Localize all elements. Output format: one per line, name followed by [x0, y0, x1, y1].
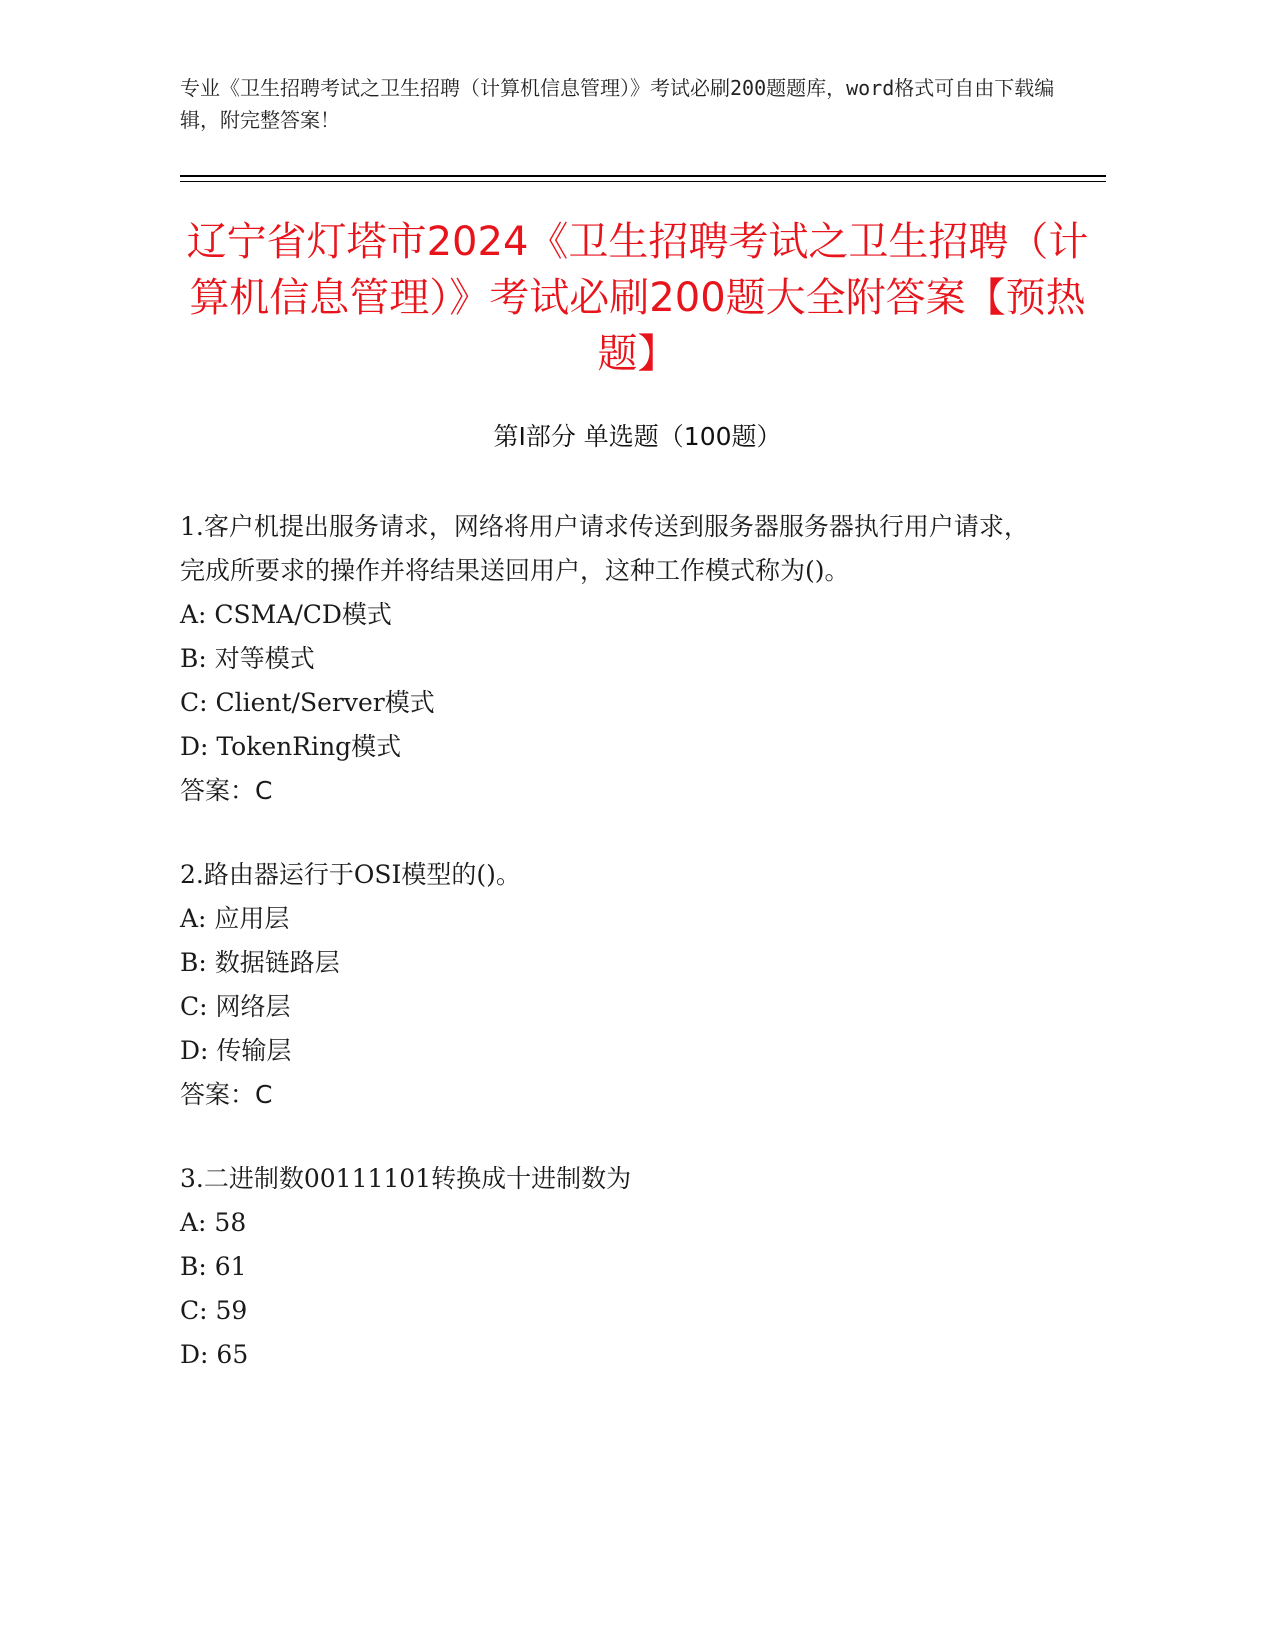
option-c: C: Client/Server模式: [180, 688, 435, 717]
option-d: D: 65: [180, 1340, 249, 1369]
option-b: B: 61: [180, 1252, 247, 1281]
option-a: A: 应用层: [180, 904, 290, 933]
option-b: B: 对等模式: [180, 644, 315, 673]
answer: 答案：C: [180, 776, 273, 805]
question-stem: 3.二进制数00111101转换成十进制数为: [180, 1164, 632, 1193]
option-a: A: 58: [180, 1208, 247, 1237]
section-title: 第Ⅰ部分 单选题（100题）: [493, 422, 782, 451]
option-d: D: TokenRing模式: [180, 732, 402, 761]
answer: 答案：C: [180, 1080, 273, 1109]
question-stem: 2.路由器运行于OSI模型的()。: [180, 860, 521, 889]
header-note: 专业《卫生招聘考试之卫生招聘（计算机信息管理）》考试必刷200题题库，word格式可自由下载编辑，附完整答案！: [180, 76, 1055, 132]
header-rule-thin: [180, 181, 1106, 182]
option-c: C: 网络层: [180, 992, 291, 1021]
option-d: D: 传输层: [180, 1036, 292, 1065]
option-a: A: CSMA/CD模式: [180, 600, 392, 629]
question-list: [180, 505, 1040, 1417]
question-2: [180, 853, 1040, 1117]
question-3: [180, 1157, 1040, 1377]
question-stem: 1.客户机提出服务请求，网络将用户请求传送到服务器服务器执行用户请求，完成所要求的操作并将结果送回用户，这种工作模式称为()。: [180, 512, 1029, 585]
option-c: C: 59: [180, 1296, 248, 1325]
question-1: [180, 505, 1040, 813]
header-rule-thick: [180, 175, 1106, 177]
option-b: B: 数据链路层: [180, 948, 340, 977]
document-title: 辽宁省灯塔市2024《卫生招聘考试之卫生招聘（计算机信息管理）》考试必刷200题大全附答案【预热题】: [186, 219, 1089, 377]
